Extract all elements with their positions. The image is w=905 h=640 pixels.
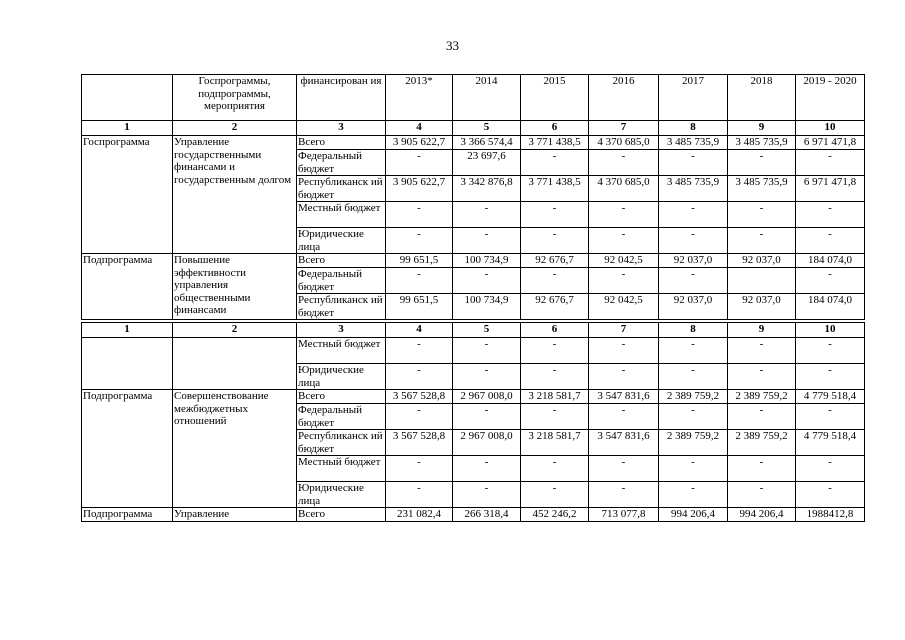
value-cell: 2 389 759,2 (728, 390, 796, 404)
table-row (82, 390, 865, 404)
value-cell: - (521, 404, 589, 430)
funding-source-cell: Всего (297, 508, 386, 522)
value-cell: - (453, 228, 521, 254)
value-cell: - (521, 338, 589, 364)
value-cell: - (659, 228, 728, 254)
value-cell: - (453, 404, 521, 430)
program-type-cell: Подпрограмма (82, 508, 173, 522)
value-cell: - (728, 456, 796, 482)
value-cell: 99 651,5 (386, 254, 453, 268)
value-cell: - (659, 338, 728, 364)
value-cell: - (521, 202, 589, 228)
value-cell: 3 218 581,7 (521, 390, 589, 404)
value-cell: - (796, 268, 865, 294)
value-cell: 184 074,0 (796, 294, 865, 320)
value-cell: - (796, 338, 865, 364)
value-cell: - (796, 150, 865, 176)
index-cell: 10 (796, 121, 865, 136)
value-cell: 994 206,4 (659, 508, 728, 522)
index-cell: 4 (386, 121, 453, 136)
program-type-cell: Подпрограмма (82, 254, 173, 320)
value-cell: 1988412,8 (796, 508, 865, 522)
value-cell: 3 567 528,8 (386, 430, 453, 456)
value-cell: - (521, 150, 589, 176)
funding-source-cell: Федеральный бюджет (297, 404, 386, 430)
value-cell: 3 905 622,7 (386, 136, 453, 150)
value-cell: 2 389 759,2 (659, 430, 728, 456)
value-cell: - (386, 364, 453, 390)
program-name-cell: Управление (173, 508, 297, 522)
value-cell: - (589, 202, 659, 228)
value-cell: 2 389 759,2 (659, 390, 728, 404)
value-cell: 2 967 008,0 (453, 390, 521, 404)
value-cell: 4 779 518,4 (796, 430, 865, 456)
value-cell: - (659, 364, 728, 390)
value-cell: - (386, 202, 453, 228)
value-cell: 92 037,0 (728, 254, 796, 268)
value-cell: 92 676,7 (521, 294, 589, 320)
funding-source-cell: Местный бюджет (297, 202, 386, 228)
value-cell: 3 567 528,8 (386, 390, 453, 404)
value-cell: - (386, 482, 453, 508)
funding-source-cell: Местный бюджет (297, 456, 386, 482)
index-cell: 9 (728, 323, 796, 338)
index-cell: 6 (521, 323, 589, 338)
value-cell: 266 318,4 (453, 508, 521, 522)
value-cell: - (386, 404, 453, 430)
header-programs: Госпрограммы, подпрограммы, мероприятия (173, 75, 297, 121)
header-row (82, 75, 865, 121)
index-cell: 2 (173, 323, 297, 338)
value-cell: 3 771 438,5 (521, 136, 589, 150)
value-cell: - (796, 456, 865, 482)
funding-source-cell: Федеральный бюджет (297, 150, 386, 176)
value-cell: 3 485 735,9 (728, 176, 796, 202)
value-cell: - (453, 338, 521, 364)
value-cell: 3 218 581,7 (521, 430, 589, 456)
value-cell: 4 370 685,0 (589, 136, 659, 150)
value-cell: - (589, 268, 659, 294)
value-cell: 100 734,9 (453, 254, 521, 268)
program-name-cell: Управление государственными финансами и государственным долгом (173, 136, 297, 254)
value-cell: - (453, 202, 521, 228)
table-body-part-1 (82, 136, 865, 320)
index-cell: 4 (386, 323, 453, 338)
value-cell: 92 042,5 (589, 294, 659, 320)
value-cell: 92 042,5 (589, 254, 659, 268)
value-cell: 6 971 471,8 (796, 136, 865, 150)
value-cell: - (796, 202, 865, 228)
index-row (82, 323, 865, 338)
index-cell: 6 (521, 121, 589, 136)
value-cell: - (386, 150, 453, 176)
index-cell: 3 (297, 323, 386, 338)
value-cell: 4 370 685,0 (589, 176, 659, 202)
funding-source-cell: Республиканск ий бюджет (297, 176, 386, 202)
program-name-cell (173, 338, 297, 390)
value-cell: - (589, 364, 659, 390)
value-cell: 92 037,0 (728, 294, 796, 320)
value-cell: - (796, 364, 865, 390)
header-year: 2014 (453, 75, 521, 121)
header-col1 (82, 75, 173, 121)
value-cell: 3 485 735,9 (728, 136, 796, 150)
value-cell: 231 082,4 (386, 508, 453, 522)
index-cell: 7 (589, 323, 659, 338)
funding-source-cell: Всего (297, 136, 386, 150)
value-cell: - (521, 482, 589, 508)
value-cell: - (728, 150, 796, 176)
funding-source-cell: Всего (297, 254, 386, 268)
index-cell: 5 (453, 323, 521, 338)
value-cell: - (659, 150, 728, 176)
value-cell: - (728, 228, 796, 254)
value-cell: 3 547 831,6 (589, 430, 659, 456)
program-name-cell: Повышение эффективности управления общественными финансами (173, 254, 297, 320)
funding-source-cell: Республиканск ий бюджет (297, 294, 386, 320)
value-cell: - (386, 268, 453, 294)
value-cell: 713 077,8 (589, 508, 659, 522)
table-row (82, 508, 865, 522)
table-row (82, 136, 865, 150)
value-cell: - (386, 228, 453, 254)
value-cell: - (659, 202, 728, 228)
funding-source-cell: Всего (297, 390, 386, 404)
header-year: 2013* (386, 75, 453, 121)
funding-source-cell: Юридические лица (297, 482, 386, 508)
value-cell: 3 547 831,6 (589, 390, 659, 404)
value-cell: 92 037,0 (659, 294, 728, 320)
value-cell: - (796, 228, 865, 254)
index-cell: 2 (173, 121, 297, 136)
value-cell: 2 967 008,0 (453, 430, 521, 456)
funding-source-cell: Юридические лица (297, 364, 386, 390)
program-type-cell: Госпрограмма (82, 136, 173, 254)
header-financing: финансирован ия (297, 75, 386, 121)
value-cell: - (521, 364, 589, 390)
value-cell: - (659, 456, 728, 482)
value-cell: 3 342 876,8 (453, 176, 521, 202)
header-year: 2016 (589, 75, 659, 121)
funding-table (81, 74, 865, 522)
index-cell: 3 (297, 121, 386, 136)
index-cell: 1 (82, 323, 173, 338)
header-year: 2018 (728, 75, 796, 121)
value-cell: 184 074,0 (796, 254, 865, 268)
value-cell: - (796, 482, 865, 508)
value-cell: 3 771 438,5 (521, 176, 589, 202)
index-row (82, 121, 865, 136)
value-cell (728, 268, 796, 294)
value-cell: - (659, 404, 728, 430)
value-cell: - (589, 228, 659, 254)
value-cell: 2 389 759,2 (728, 430, 796, 456)
index-cell: 8 (659, 323, 728, 338)
value-cell: 92 037,0 (659, 254, 728, 268)
index-cell: 7 (589, 121, 659, 136)
index-cell: 1 (82, 121, 173, 136)
value-cell: - (521, 456, 589, 482)
value-cell: - (453, 456, 521, 482)
value-cell: - (796, 404, 865, 430)
index-cell: 8 (659, 121, 728, 136)
value-cell: 3 905 622,7 (386, 176, 453, 202)
table-row (82, 338, 865, 364)
value-cell: - (589, 482, 659, 508)
program-type-cell: Подпрограмма (82, 390, 173, 508)
value-cell: 100 734,9 (453, 294, 521, 320)
value-cell: - (521, 268, 589, 294)
header-year: 2019 - 2020 (796, 75, 865, 121)
value-cell: 6 971 471,8 (796, 176, 865, 202)
header-year: 2017 (659, 75, 728, 121)
value-cell: 23 697,6 (453, 150, 521, 176)
table-row (82, 254, 865, 268)
value-cell: - (589, 338, 659, 364)
table-body-part-2 (82, 338, 865, 522)
value-cell: 452 246,2 (521, 508, 589, 522)
index-cell: 5 (453, 121, 521, 136)
funding-source-cell: Местный бюджет (297, 338, 386, 364)
value-cell: - (453, 364, 521, 390)
header-year: 2015 (521, 75, 589, 121)
value-cell: 3 366 574,4 (453, 136, 521, 150)
value-cell: - (386, 456, 453, 482)
program-type-cell (82, 338, 173, 390)
value-cell: - (453, 268, 521, 294)
value-cell: - (589, 150, 659, 176)
value-cell: 99 651,5 (386, 294, 453, 320)
value-cell: - (589, 404, 659, 430)
funding-source-cell: Республиканск ий бюджет (297, 430, 386, 456)
value-cell: - (386, 338, 453, 364)
value-cell: - (728, 202, 796, 228)
value-cell: - (453, 482, 521, 508)
value-cell: 994 206,4 (728, 508, 796, 522)
value-cell: 3 485 735,9 (659, 176, 728, 202)
index-cell: 10 (796, 323, 865, 338)
value-cell: - (659, 482, 728, 508)
value-cell: 92 676,7 (521, 254, 589, 268)
program-name-cell: Совершенствование межбюджетных отношений (173, 390, 297, 508)
index-cell: 9 (728, 121, 796, 136)
value-cell: - (728, 404, 796, 430)
value-cell: 4 779 518,4 (796, 390, 865, 404)
value-cell: - (659, 268, 728, 294)
value-cell: - (589, 456, 659, 482)
value-cell: - (521, 228, 589, 254)
funding-source-cell: Юридические лица (297, 228, 386, 254)
value-cell: - (728, 364, 796, 390)
value-cell: - (728, 482, 796, 508)
value-cell: - (728, 338, 796, 364)
page-number: 33 (446, 38, 459, 53)
value-cell: 3 485 735,9 (659, 136, 728, 150)
funding-source-cell: Федеральный бюджет (297, 268, 386, 294)
